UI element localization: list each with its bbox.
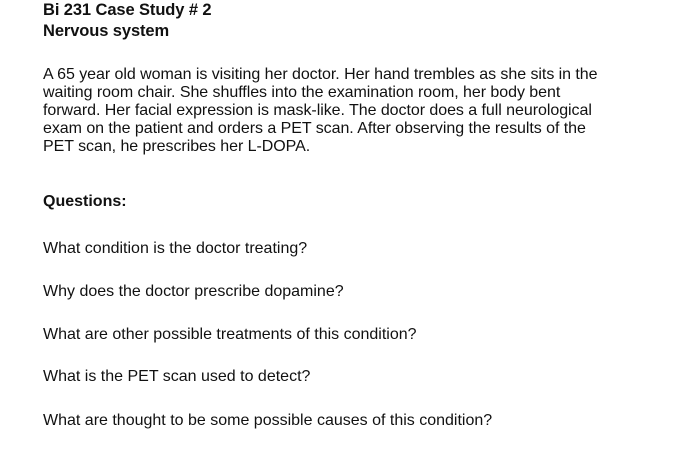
- document-header: [43, 0, 211, 42]
- question-item: What condition is the doctor treating?: [43, 240, 308, 257]
- case-line: exam on the patient and orders a PET scan. After observing the results of the: [43, 120, 586, 137]
- case-line: waiting room chair. She shuffles into the examination room, her body bent: [43, 84, 561, 101]
- case-line: A 65 year old woman is visiting her doctor. Her hand trembles as she sits in the: [43, 66, 598, 83]
- case-description: [43, 66, 693, 156]
- case-line: PET scan, he prescribes her L-DOPA.: [43, 138, 311, 155]
- document-title: Bi 231 Case Study # 2: [43, 1, 212, 19]
- question-item: What are other possible treatments of this condition?: [43, 326, 417, 343]
- case-line: forward. Her facial expression is mask-like. The doctor does a full neurological: [43, 102, 592, 119]
- question-item: Why does the doctor prescribe dopamine?: [43, 283, 344, 300]
- question-item: What is the PET scan used to detect?: [43, 368, 311, 385]
- document-subtitle: Nervous system: [43, 22, 170, 40]
- question-item: What are thought to be some possible causes of this condition?: [43, 412, 493, 429]
- questions-heading: Questions:: [43, 193, 127, 210]
